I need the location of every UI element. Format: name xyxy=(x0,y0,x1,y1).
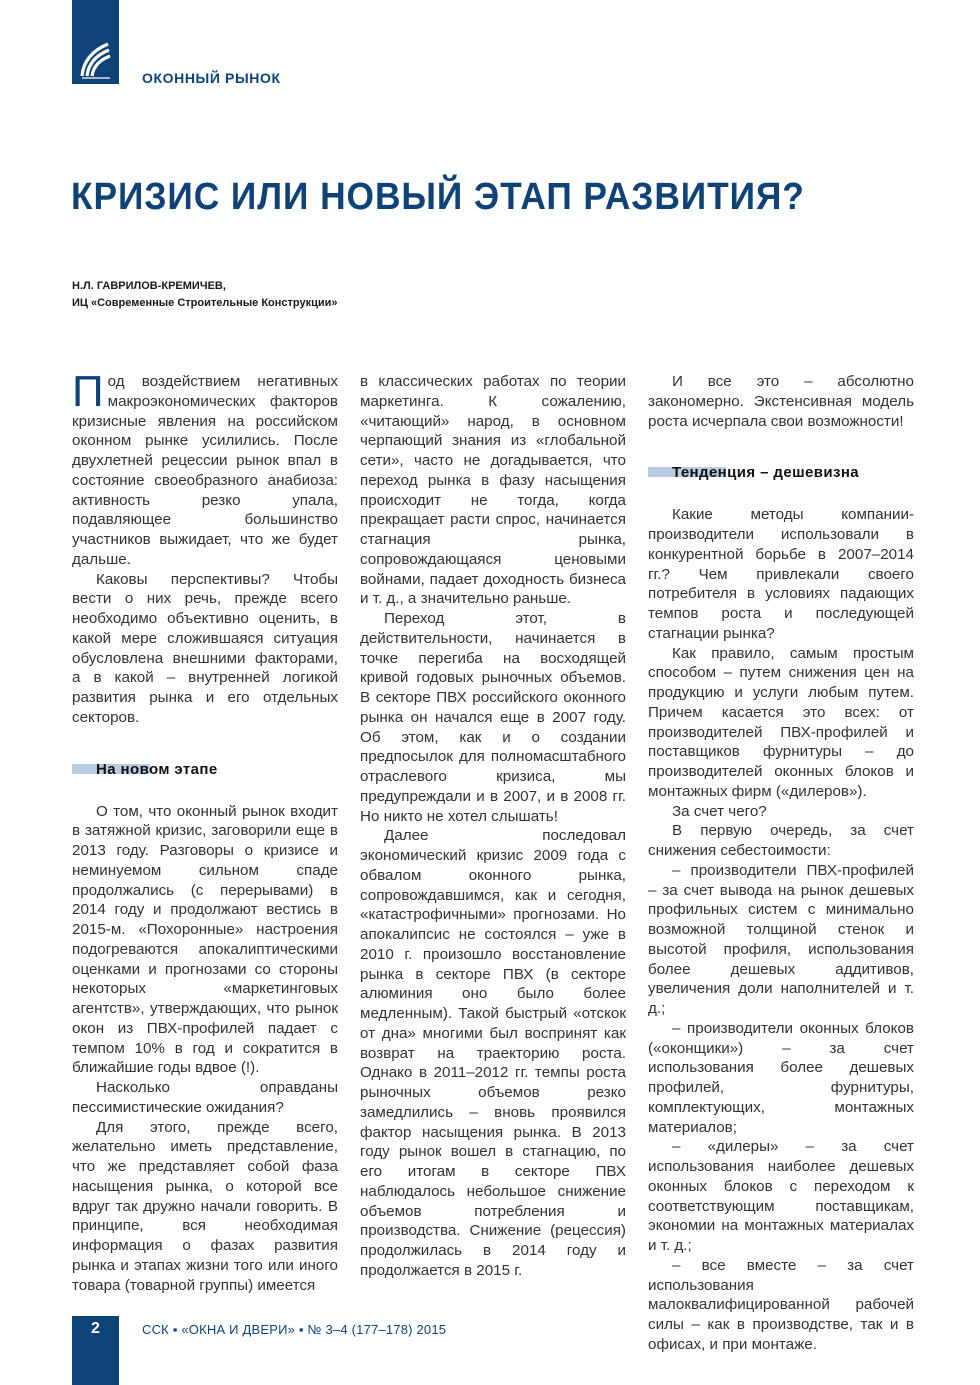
paragraph: Каковы перспективы? Чтобы вести о них речь, прежде всего необходимо объективно оценить, в какой мере сложившаяся ситуация обусловлена внешними факторами, а в какой – внутренней логикой развития рынка и его отдельных секторов. xyxy=(72,570,338,726)
subheading-trend-cheapness: Тенденция – дешевизна xyxy=(648,465,914,485)
paragraph: За счет чего? xyxy=(672,802,767,820)
paragraph: Какие методы компании-производители использовали в конкурентной борьбе в 2007–2014 гг.? Чем привлекали своего потребителя в условиях падающих темпов роста и последующей стагнации рынка? xyxy=(648,506,914,642)
paragraph: Далее последовал экономический кризис 2009 года с обвалом оконного рынка, сопровождавшимся, как и сегодня, «катастрофичными» прогнозами. Но апокалипсис не состоялся – уже в 2010 г. произошло восстановление рынка в секторе ПВХ (в секторе алюминия оно было более медленным). Такой быстрый «отскок от дна» многими был воспринят как возврат на траекторию роста. Однако в 2011–2012 гг. темпы роста рыночных объемов резко замедлились – вновь проявился фактор насыщения рынка. В 2013 году рынок вошел в стагнацию, по его итогам в секторе ПВХ наблюдалось небольшое снижение объемов потребления и производства. Снижение (рецессия) продолжилась в 2014 году и продолжается в 2015 г. xyxy=(360,827,626,1279)
list-item: – все вместе – за счет использования малоквалифицированной рабочей силы – как в производстве, так и в офисах, и при монтаже. xyxy=(648,1256,914,1353)
paragraph: Насколько оправданы пессимистические ожидания? xyxy=(72,1079,338,1116)
article-column-3 xyxy=(648,372,914,1355)
subheading-new-stage: На новом этапе xyxy=(72,762,338,782)
paragraph: Переход этот, в действительности, начинается в точке перегиба на восходящей кривой годовых рыночных объемов. В секторе ПВХ российского оконного рынка он начался еще в 2007 году. Об этом, как и о создании предпосылок для полномасштабного отраслевого кризиса, мы предупреждали и в 2007, и в 2008 гг. Но никто не хотел слышать! xyxy=(360,610,626,825)
page-number: 2 xyxy=(91,1320,100,1337)
drop-cap: П xyxy=(72,367,104,416)
list-item: – производители ПВХ-профилей – за счет вывода на рынок дешевых профильных систем с минимально возможной толщиной стенок и высотой профиля, использования более дешевых аддитивов, увеличения доли наполнителей и т. д.; xyxy=(648,861,914,1017)
paragraph: И все это – абсолютно закономерно. Экстенсивная модель роста исчерпала свои возможности! xyxy=(648,373,914,430)
author-block xyxy=(72,278,338,312)
page-number-block xyxy=(72,1316,119,1385)
section-label: ОКОННЫЙ РЫНОК xyxy=(142,70,281,86)
author-affiliation: ИЦ «Современные Строительные Конструкции» xyxy=(72,297,338,309)
author-name: Н.Л. ГАВРИЛОВ-КРЕМИЧЕВ, xyxy=(72,280,226,292)
paragraph: О том, что оконный рынок входит в затяжной кризис, заговорили еще в 2013 году. Разговоры о кризисе и неминуемом сильном спаде продолжались (с перерывами) в 2014 году и продолжают вестись в 2015-м. «Похоронные» настроения подогреваются апокалиптическими оценками и прогнозами со стороны некоторых «маркетинговых агентств», утверждающих, что рынок окон из ПВХ-профилей падает с темпом 10% в год и сократится в ближайшие годы вдвое (!). xyxy=(72,802,338,1077)
ssk-arc-logo-icon xyxy=(78,36,112,80)
paragraph: в классических работах по теории маркетинга. К сожалению, «читающий» народ, в основном черпающий знания из «глобальной сети», часто не догадывается, что переход рынка в фазу насыщения происходит не тогда, когда прекращает расти спрос, начинается стагнация рынка, сопровождающаяся ценовыми войнами, падает доходность бизнеса и т. д., а значительно раньше. xyxy=(360,373,626,608)
paragraph: Под воздействием негативных макроэкономических факторов кризисные явления на российском оконном рынке усилились. После двухлетней рецессии рынок впал в состояние своеобразного анабиоза: активность резко упала, подавляющее большинство участников выжидает, что же будет дальше. xyxy=(72,367,338,568)
list-item: – производители оконных блоков («оконщики») – за счет использования более дешевых профилей, фурнитуры, комплектующих, монтажных материалов; xyxy=(648,1019,914,1136)
article-title: КРИЗИС ИЛИ НОВЫЙ ЭТАП РАЗВИТИЯ? xyxy=(71,176,805,218)
paragraph: В первую очередь, за счет снижения себестоимости: xyxy=(648,822,914,859)
article-column-1 xyxy=(72,367,338,1295)
article-column-2 xyxy=(360,372,626,1281)
logo-block xyxy=(72,0,119,84)
publication-footer: ССК ▪ «ОКНА И ДВЕРИ» ▪ № 3–4 (177–178) 2015 xyxy=(142,1322,447,1337)
paragraph: Как правило, самым простым способом – путем снижения цен на продукцию и услуги любым путем. Причем касается это всех: от производителей ПВХ-профилей и поставщиков фурнитуры – до производителей оконных блоков и монтажных фирм («дилеров»). xyxy=(648,644,914,800)
list-item: – «дилеры» – за счет использования наиболее дешевых оконных блоков с переходом к соответствующим поставщикам, экономии на монтажных материалах и т. д.; xyxy=(648,1138,914,1254)
paragraph: Для этого, прежде всего, желательно иметь представление, что же представляет собой фаза насыщения рынка, о которой все вдруг так дружно начали говорить. В принципе, вся необходимая информация о фазах развития рынка и этапах жизни того или иного товара (товарной группы) имеется xyxy=(72,1118,338,1294)
